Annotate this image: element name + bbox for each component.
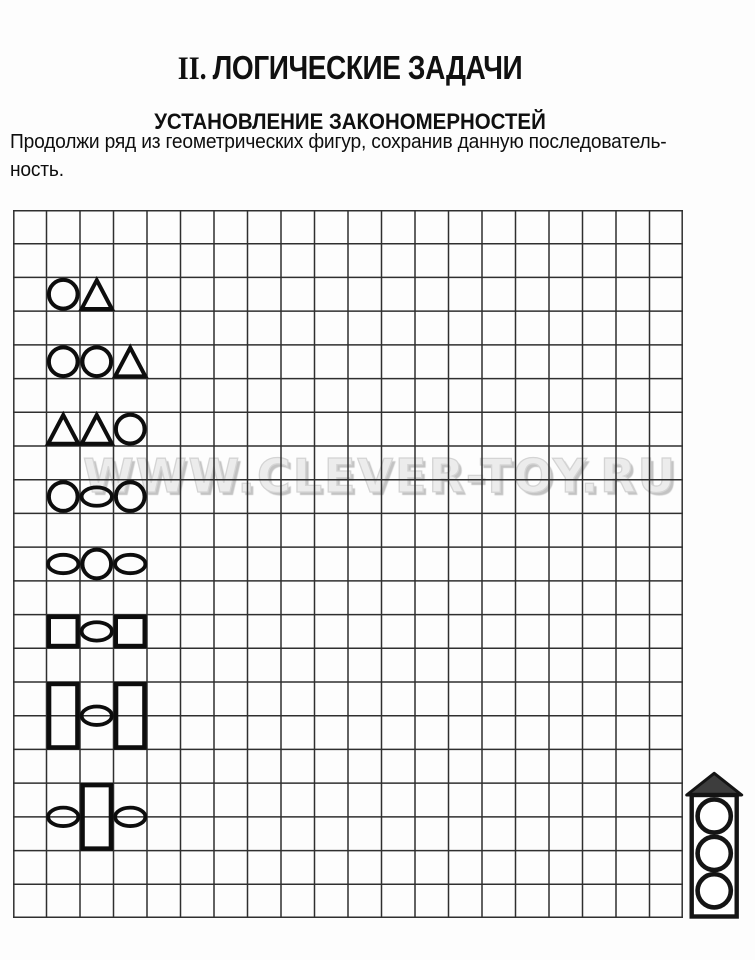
sequence-5 [48, 550, 145, 579]
square-shape [49, 617, 78, 646]
instruction-line-1: Продолжи ряд из геометрических фигур, сохранив данную последователь- [10, 131, 667, 153]
triangle-shape [115, 348, 145, 377]
sequence-3 [48, 415, 145, 444]
instruction-line-2: ность. [10, 159, 64, 181]
triangle-shape [82, 280, 112, 309]
circle-shape [116, 482, 145, 511]
circle-shape [49, 280, 78, 309]
section-title-text: ЛОГИЧЕСКИЕ ЗАДАЧИ [212, 49, 523, 87]
circle-shape [49, 347, 78, 376]
sequence-4 [49, 482, 145, 511]
page-title [53, 49, 648, 88]
section-numeral: II. [177, 51, 207, 88]
ellipse-shape [115, 555, 145, 573]
instruction-text [10, 128, 666, 184]
triangle-shape [48, 415, 78, 444]
logo-roof-triangle [687, 773, 742, 795]
watermark-text: WWW.CLEVER-TOY.RU [83, 449, 677, 503]
triangle-shape [82, 415, 112, 444]
circle-shape [82, 347, 111, 376]
circle-shape [82, 550, 111, 579]
section-subtitle: УСТАНОВЛЕНИЕ ЗАКОНОМЕРНОСТЕЙ [154, 109, 546, 135]
ellipse-shape [82, 487, 112, 505]
circle-shape [116, 415, 145, 444]
sequence-6 [49, 617, 145, 646]
square-shape [116, 617, 145, 646]
circle-shape [49, 482, 78, 511]
ellipse-shape [48, 555, 78, 573]
traffic-light-logo [680, 766, 748, 922]
squared-grid [13, 210, 683, 918]
sequence-2 [49, 347, 145, 376]
ellipse-shape [82, 622, 112, 640]
